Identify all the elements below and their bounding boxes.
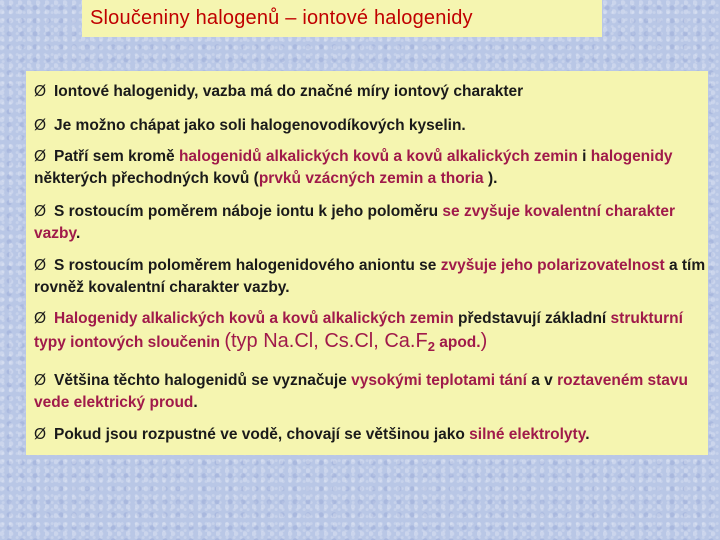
content-panel [26, 71, 708, 455]
bullet-7 [34, 370, 706, 414]
highlight-text: zvyšuje jeho polarizovatelnost [440, 257, 665, 274]
bullet-text: a tím rovněž kovalentní charakter vazby. [34, 257, 706, 296]
bullet-6 [34, 308, 706, 358]
bullet-arrow-icon: Ø [34, 310, 47, 327]
highlight-text: silné elektrolyty [469, 426, 586, 443]
bullet-arrow-icon: Ø [34, 257, 47, 274]
formula-subscript: 2 [427, 339, 435, 355]
highlight-text: Halogenidy alkalických kovů a kovů alkalických zemin [54, 310, 454, 327]
bullet-2 [34, 115, 706, 137]
bullet-5 [34, 255, 706, 299]
bullet-text: i [577, 148, 591, 165]
bullet-text: Patří sem kromě [54, 148, 179, 165]
formula-text: (typ Na.Cl, Cs.Cl, Ca.F [224, 330, 428, 352]
highlight-text: se zvyšuje kovalentní charakter vazby [34, 203, 676, 242]
bullet-1 [34, 81, 706, 103]
bullet-arrow-icon: Ø [34, 372, 47, 389]
bullet-arrow-icon: Ø [34, 203, 47, 220]
slide-title: Sloučeniny halogenů – iontové halogenidy [90, 7, 473, 29]
bullet-text: S rostoucím poměrem náboje iontu k jeho poloměru [54, 203, 443, 220]
bullet-text: Je možno chápat jako soli halogenovodíkových kyselin. [54, 117, 466, 134]
highlight-text: vysokými teplotami tání [351, 372, 527, 389]
highlight-text: prvků vzácných zemin a thoria [258, 170, 484, 187]
bullet-text: Iontové halogenidy, vazba má do značné míry iontový charakter [54, 83, 524, 100]
bullet-text: S rostoucím poloměrem halogenidového aniontu se [54, 257, 441, 274]
highlight-text: halogenidů alkalických kovů a kovů alkalických zemin [178, 148, 578, 165]
formula-text: apod. [434, 334, 481, 351]
bullet-text: ). [483, 170, 498, 187]
bullet-text: . [585, 426, 590, 443]
bullet-text: některých přechodných kovů ( [34, 170, 259, 187]
bullet-text: představují základní [453, 310, 611, 327]
bullet-arrow-icon: Ø [34, 148, 47, 165]
bullet-arrow-icon: Ø [34, 83, 47, 100]
bullet-8 [34, 424, 706, 446]
highlight-text: strukturní typy iontových sloučenin [34, 310, 683, 351]
bullet-text: . [193, 394, 198, 411]
highlight-text: halogenidy [590, 148, 673, 165]
highlight-text: roztaveném stavu vede elektrický proud [34, 372, 689, 411]
bullet-text: . [75, 225, 81, 242]
bullet-arrow-icon: Ø [34, 426, 47, 443]
bullet-4 [34, 201, 706, 245]
bullet-text: a v [526, 372, 558, 389]
formula-text: ) [480, 330, 488, 352]
bullet-text: Pokud jsou rozpustné ve vodě, chovají se většinou jako [54, 426, 470, 443]
bullet-arrow-icon: Ø [34, 117, 47, 134]
bullet-text: Většina těchto halogenidů se vyznačuje [54, 372, 352, 389]
bullet-3 [34, 146, 706, 190]
title-banner [82, 0, 602, 37]
